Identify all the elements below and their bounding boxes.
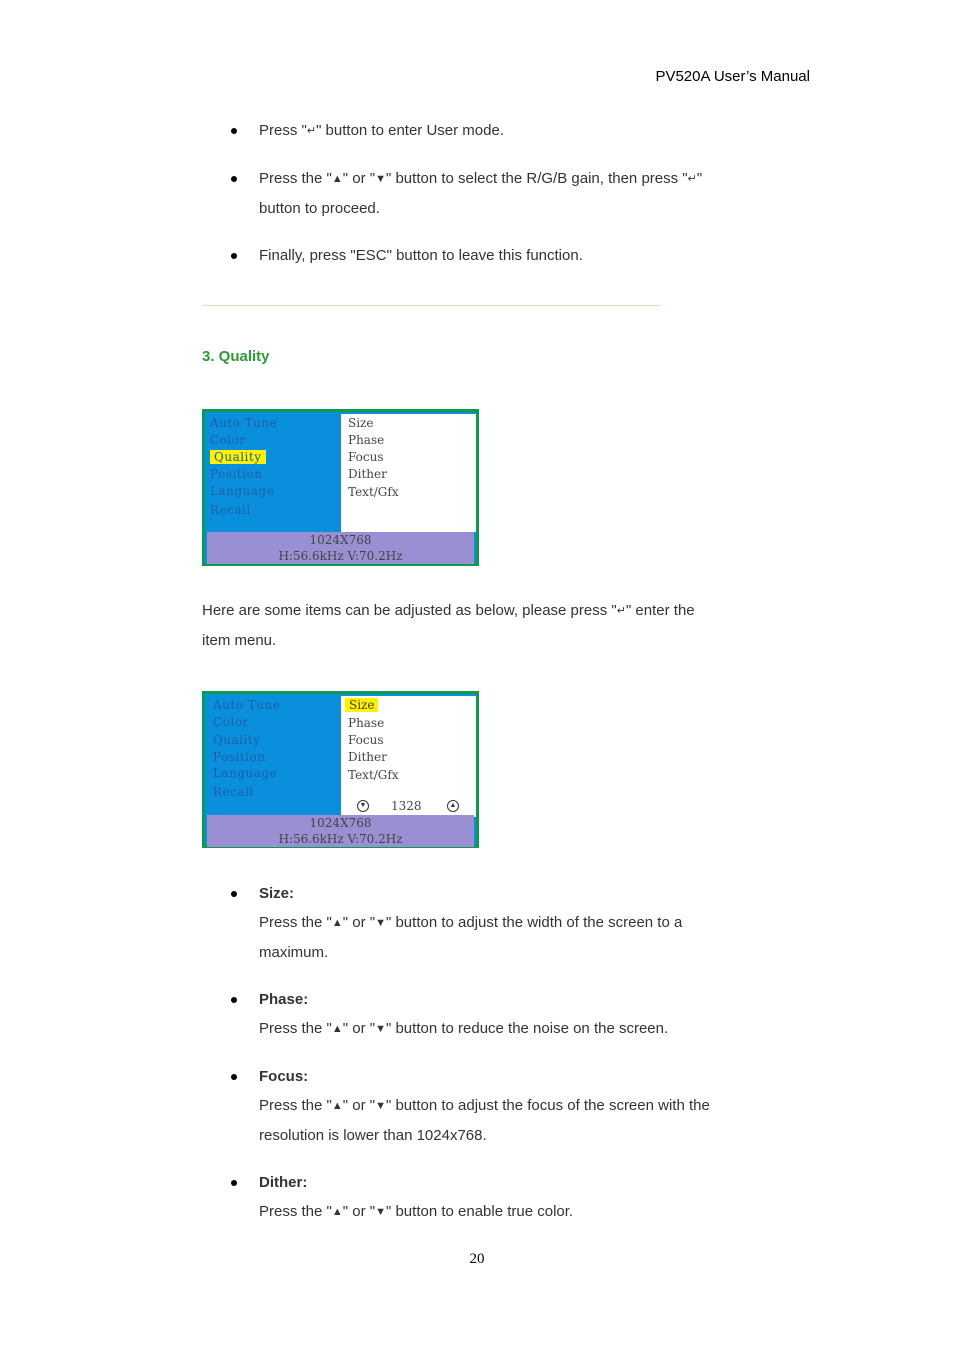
text-segment: Press the "	[259, 1097, 332, 1114]
osd-submenu-item-selected: Size	[345, 698, 378, 712]
text-segment: Press "	[259, 122, 307, 139]
text-segment: button to proceed.	[259, 200, 380, 217]
text-segment: " or "	[342, 1203, 376, 1220]
intro-bullet-3: Finally, press "ESC" button to leave this function.	[259, 247, 583, 264]
enter-key-icon: ↵	[616, 605, 626, 617]
osd-submenu-item: Dither	[348, 750, 387, 764]
osd-menu-item: Auto Tune	[213, 698, 281, 712]
down-arrow-icon: ▼	[375, 917, 386, 929]
osd-status-bar	[207, 532, 474, 564]
osd-menu-item: Color	[213, 715, 249, 729]
item-label: Focus:	[259, 1068, 309, 1085]
text-segment: Press the "	[259, 1203, 332, 1220]
bullet-dot	[231, 1180, 237, 1186]
osd-submenu-item: Dither	[348, 467, 387, 481]
text-segment: " button to enable true color.	[385, 1203, 574, 1220]
page-number: 20	[469, 1251, 485, 1267]
osd-submenu-item: Focus	[348, 450, 384, 464]
text-segment: " or "	[342, 170, 376, 187]
osd-menu-item: Quality	[213, 733, 261, 747]
up-arrow-icon: ▲	[331, 173, 343, 185]
up-arrow-icon: ▲	[331, 1206, 343, 1218]
osd-adjust-value: 1328	[391, 799, 422, 813]
item-label: Dither:	[259, 1174, 308, 1191]
text-segment: " or "	[342, 1097, 376, 1114]
osd-menu-item: Position	[210, 467, 263, 481]
text-segment: resolution is lower than 1024x768.	[259, 1127, 487, 1144]
intro-bullet-1	[259, 116, 504, 146]
section-divider	[202, 305, 660, 306]
document-header-title: PV520A User’s Manual	[655, 68, 810, 85]
bullet-dot	[231, 128, 237, 134]
bullet-dot	[231, 997, 237, 1003]
osd-menu-item-selected: Quality	[210, 450, 266, 464]
up-arrow-icon: ▲	[331, 1023, 343, 1035]
text-segment: Press the "	[259, 914, 332, 931]
item-phase-description	[259, 985, 668, 1044]
enter-key-icon: ↵	[687, 173, 697, 185]
instruction-paragraph	[202, 596, 695, 655]
osd-menu-item: Color	[210, 433, 246, 447]
osd-main-menu-panel	[205, 694, 341, 810]
osd-menu-item: Language	[213, 766, 278, 780]
text-segment: Here are some items can be adjusted as below, please press "	[202, 602, 617, 619]
osd-frequency: H:56.6kHz V:70.2Hz	[278, 549, 403, 563]
osd-frequency: H:56.6kHz V:70.2Hz	[278, 832, 403, 846]
text-segment: " button to select the R/G/B gain, then press "	[385, 170, 688, 187]
osd-submenu-item: Focus	[348, 733, 384, 747]
osd-submenu-item: Phase	[348, 433, 385, 447]
text-segment: Press the "	[259, 170, 332, 187]
osd-status-bar	[207, 815, 474, 847]
bullet-dot	[231, 253, 237, 259]
text-segment: " button to adjust the focus of the screen with the	[385, 1097, 710, 1114]
osd-submenu-panel	[341, 414, 476, 532]
up-arrow-icon: ▲	[331, 1100, 343, 1112]
text-segment: "	[696, 170, 703, 187]
text-segment: " enter the	[625, 602, 695, 619]
item-label: Size:	[259, 885, 295, 902]
item-size-description	[259, 879, 682, 967]
osd-menu-item: Language	[210, 484, 275, 498]
bullet-dot	[231, 1074, 237, 1080]
intro-bullet-2	[259, 164, 702, 223]
down-arrow-icon: ▼	[375, 173, 386, 185]
item-label: Phase:	[259, 991, 309, 1008]
osd-submenu-item: Text/Gfx	[348, 485, 399, 499]
osd-menu-screenshot-1	[202, 409, 479, 566]
bullet-dot	[231, 891, 237, 897]
osd-submenu-item: Text/Gfx	[348, 768, 399, 782]
down-arrow-icon: ▼	[375, 1023, 386, 1035]
text-segment: " button to reduce the noise on the screen.	[385, 1020, 669, 1037]
osd-submenu-item: Size	[348, 416, 374, 430]
text-segment: " or "	[342, 914, 376, 931]
down-arrow-icon: ▼	[375, 1100, 386, 1112]
text-segment: " or "	[342, 1020, 376, 1037]
down-arrow-icon: ▼	[375, 1206, 386, 1218]
up-arrow-icon: ▲	[331, 917, 343, 929]
text-segment: " button to enter User mode.	[316, 122, 504, 139]
osd-decrease-icon: ▼	[357, 800, 369, 812]
section-title: 3. Quality	[202, 348, 270, 365]
osd-menu-item: Position	[213, 750, 266, 764]
osd-main-menu-panel	[205, 412, 341, 528]
osd-submenu-item: Phase	[348, 716, 385, 730]
text-segment: " button to adjust the width of the screen to a	[385, 914, 683, 931]
osd-menu-item: Auto Tune	[210, 416, 278, 430]
osd-submenu-panel	[341, 696, 476, 817]
item-dither-description	[259, 1168, 573, 1227]
osd-menu-screenshot-2	[202, 691, 479, 848]
text-segment: item menu.	[202, 632, 277, 649]
osd-resolution: 1024X768	[309, 533, 372, 547]
text-segment: Press the "	[259, 1020, 332, 1037]
osd-menu-item: Recall	[213, 785, 254, 799]
item-focus-description	[259, 1062, 710, 1150]
text-segment: maximum.	[259, 944, 329, 961]
enter-key-icon: ↵	[306, 125, 317, 137]
osd-increase-icon: ▲	[447, 800, 459, 812]
osd-menu-item: Recall	[210, 503, 251, 517]
osd-resolution: 1024X768	[309, 816, 372, 830]
bullet-dot	[231, 176, 237, 182]
